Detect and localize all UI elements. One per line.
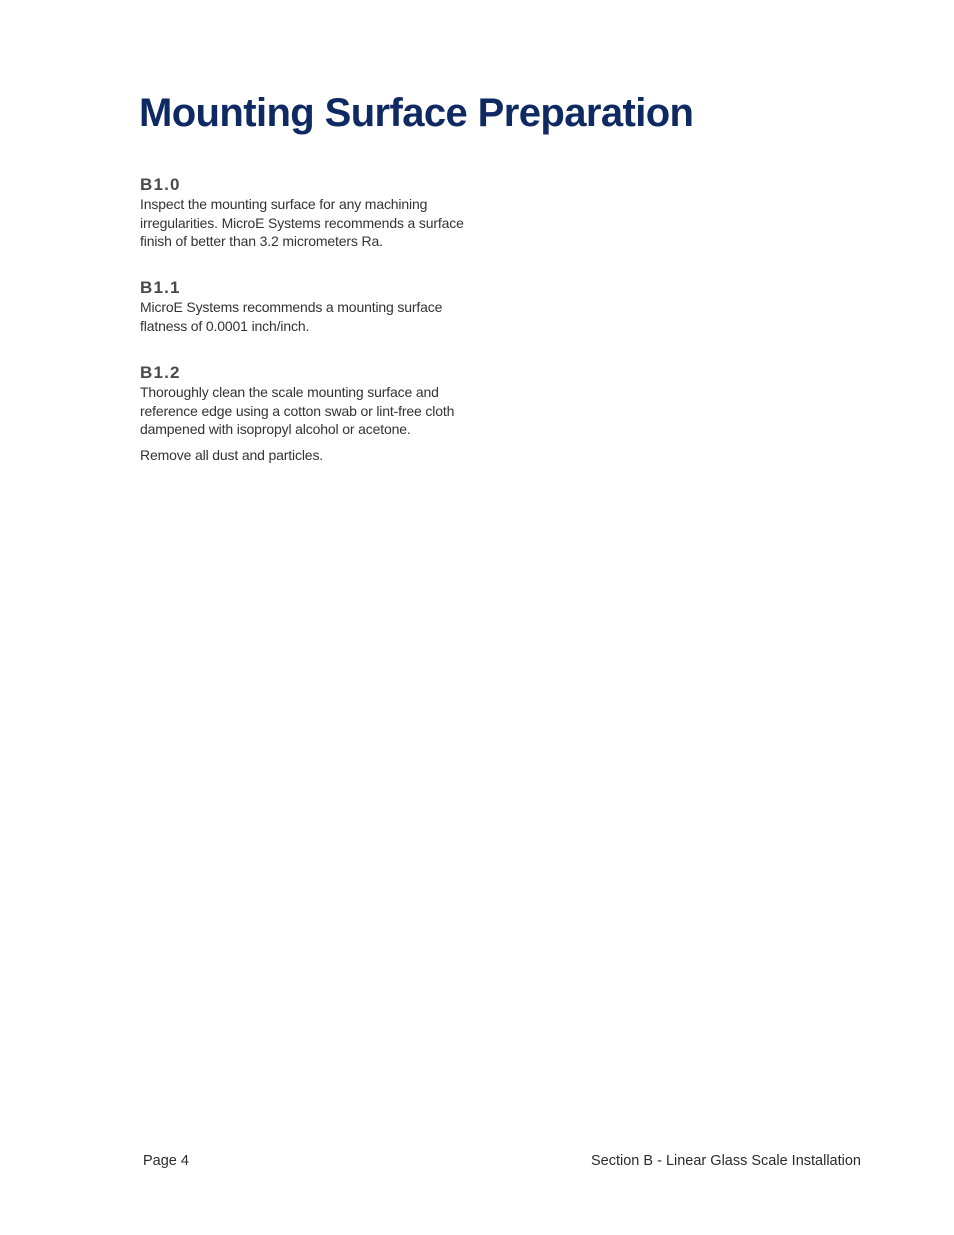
footer-section-title: Section B - Linear Glass Scale Installation [591, 1153, 861, 1169]
section-paragraph: Thoroughly clean the scale mounting surface and reference edge using a cotton swab or lint-free cloth dampened with isopropyl alcohol or acetone. [140, 384, 455, 438]
section-b1-0 [140, 175, 485, 251]
section-paragraph: Remove all dust and particles. [140, 447, 324, 464]
section-heading: B1.1 [140, 278, 181, 297]
section-b1-2 [140, 363, 485, 465]
section-heading: B1.2 [140, 363, 181, 382]
section-heading: B1.0 [140, 175, 181, 194]
section-paragraph: Inspect the mounting surface for any machining irregularities. MicroE Systems recommends a surface finish of better than 3.2 micrometers Ra. [140, 196, 464, 250]
footer-page-number: Page 4 [143, 1153, 189, 1169]
section-b1-1 [140, 278, 485, 335]
section-paragraph: MicroE Systems recommends a mounting surface flatness of 0.0001 inch/inch. [140, 299, 443, 334]
page-title: Mounting Surface Preparation [139, 91, 694, 135]
